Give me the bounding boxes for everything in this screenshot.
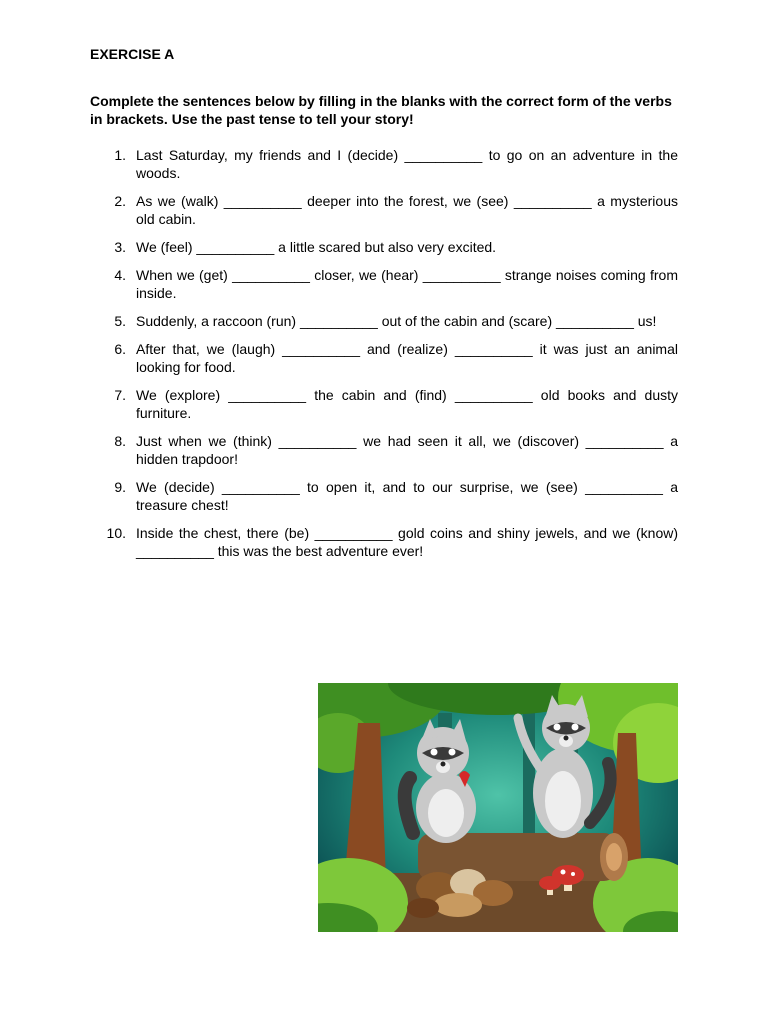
- item-text: Inside the chest, there (be) __________ gold coins and shiny jewels, and we (know) __________ this was the best adventure ever!: [136, 525, 678, 559]
- item-number: 7.: [114, 387, 126, 403]
- exercise-list: [0, 146, 678, 570]
- item-number: 10.: [106, 525, 126, 541]
- item-number: 1.: [114, 147, 126, 163]
- item-text: We (feel) __________ a little scared but also very excited.: [136, 239, 497, 255]
- item-text: Suddenly, a raccoon (run) __________ out of the cabin and (scare) __________ us!: [136, 313, 657, 329]
- exercise-title: EXERCISE A: [90, 46, 175, 62]
- exercise-item: [0, 386, 678, 422]
- exercise-item: [0, 340, 678, 376]
- item-number: 8.: [114, 433, 126, 449]
- item-number: 3.: [114, 239, 126, 255]
- item-number: 4.: [114, 267, 126, 283]
- item-text: Last Saturday, my friends and I (decide) __________ to go on an adventure in the woods.: [136, 147, 678, 181]
- exercise-item: [0, 524, 678, 560]
- item-text: As we (walk) __________ deeper into the forest, we (see) __________ a mysterious old cabin.: [136, 193, 678, 227]
- item-number: 5.: [114, 313, 126, 329]
- item-text: We (decide) __________ to open it, and to our surprise, we (see) __________ a treasure chest!: [136, 479, 678, 513]
- exercise-item: [0, 238, 678, 256]
- item-text: When we (get) __________ closer, we (hear) __________ strange noises coming from inside.: [136, 267, 678, 301]
- item-text: Just when we (think) __________ we had seen it all, we (discover) __________ a hidden trapdoor!: [136, 433, 678, 467]
- instructions: Complete the sentences below by filling in the blanks with the correct form of the verbs in brackets. Use the past tense to tell your story!: [90, 93, 672, 127]
- exercise-item: [0, 146, 678, 182]
- item-number: 6.: [114, 341, 126, 357]
- item-number: 9.: [114, 479, 126, 495]
- exercise-item: [0, 432, 678, 468]
- item-number: 2.: [114, 193, 126, 209]
- exercise-item: [0, 192, 678, 228]
- exercise-item: [0, 266, 678, 302]
- exercise-item: [0, 312, 678, 330]
- exercise-item: [0, 478, 678, 514]
- item-text: We (explore) __________ the cabin and (find) __________ old books and dusty furniture.: [136, 387, 678, 421]
- item-text: After that, we (laugh) __________ and (realize) __________ it was just an animal looking for food.: [136, 341, 678, 375]
- raccoons-in-forest-illustration: [318, 683, 678, 932]
